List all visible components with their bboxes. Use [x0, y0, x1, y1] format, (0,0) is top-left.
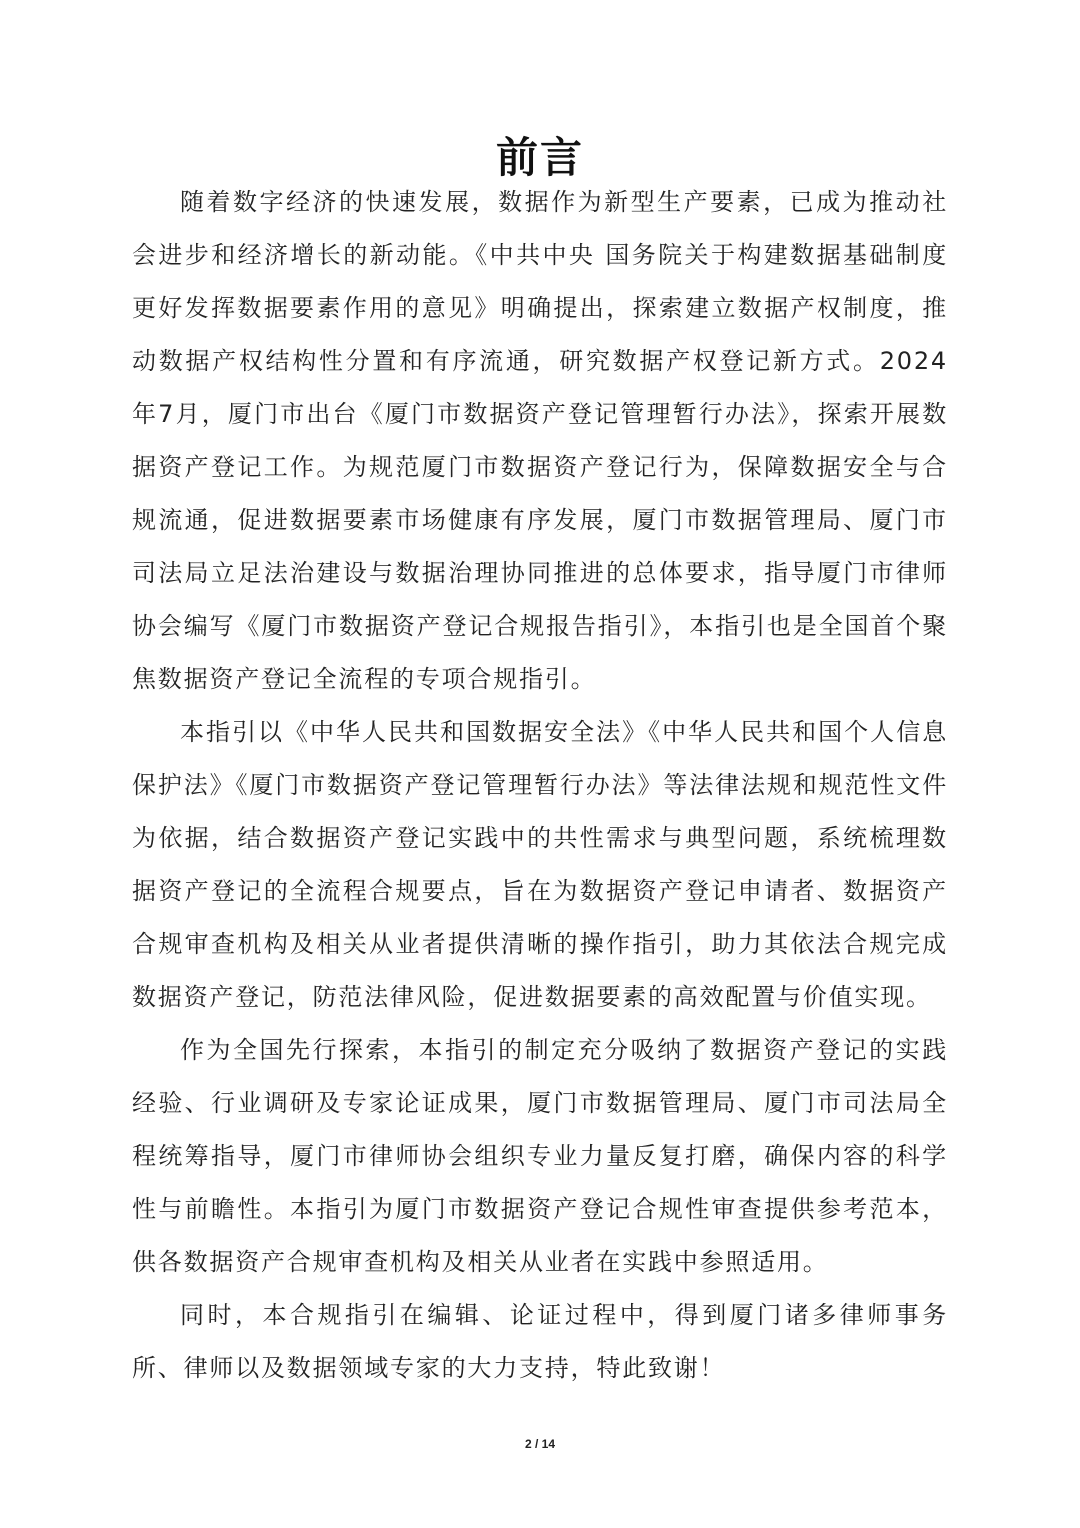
- paragraph-acknowledgement: 同时，本合规指引在编辑、论证过程中，得到厦门诸多律师事务所、律师以及数据领域专家的大力支持，特此致谢！: [132, 1301, 948, 1382]
- page-number: 2 / 14: [524, 1437, 556, 1451]
- paragraph-intro: 随着数字经济的快速发展，数据作为新型生产要素，已成为推动社会进步和经济增长的新动能。《中共中央 国务院关于构建数据基础制度更好发挥数据要素作用的意见》明确提出，探索建立数据产权制度，推动数据产权结构性分置和有序流通，研究数据产权登记新方式。2024年7月，厦门市出台《厦门市数据资产登记管理暂行办法》，探索开展数据资产登记工作。为规范厦门市数据资产登记行为，保障数据安全与合规流通，促进数据要素市场健康有序发展，厦门市数据管理局、厦门市司法局立足法治建设与数据治理协同推进的总体要求，指导厦门市律师协会编写《厦门市数据资产登记合规报告指引》，本指引也是全国首个聚焦数据资产登记全流程的专项合规指引。: [132, 188, 948, 693]
- page-title: 前言: [495, 133, 584, 183]
- paragraph-exploration: 作为全国先行探索，本指引的制定充分吸纳了数据资产登记的实践经验、行业调研及专家论证成果，厦门市数据管理局、厦门市司法局全程统筹指导，厦门市律师协会组织专业力量反复打磨，确保内容的科学性与前瞻性。本指引为厦门市数据资产登记合规性审查提供参考范本，供各数据资产合规审查机构及相关从业者在实践中参照适用。: [132, 1036, 948, 1276]
- paragraph-basis: 本指引以《中华人民共和国数据安全法》《中华人民共和国个人信息保护法》《厦门市数据资产登记管理暂行办法》等法律法规和规范性文件为依据，结合数据资产登记实践中的共性需求与典型问题，系统梳理数据资产登记的全流程合规要点，旨在为数据资产登记申请者、数据资产合规审查机构及相关从业者提供清晰的操作指引，助力其依法合规完成数据资产登记，防范法律风险，促进数据要素的高效配置与价值实现。: [132, 718, 948, 1011]
- body-text: [132, 176, 948, 1395]
